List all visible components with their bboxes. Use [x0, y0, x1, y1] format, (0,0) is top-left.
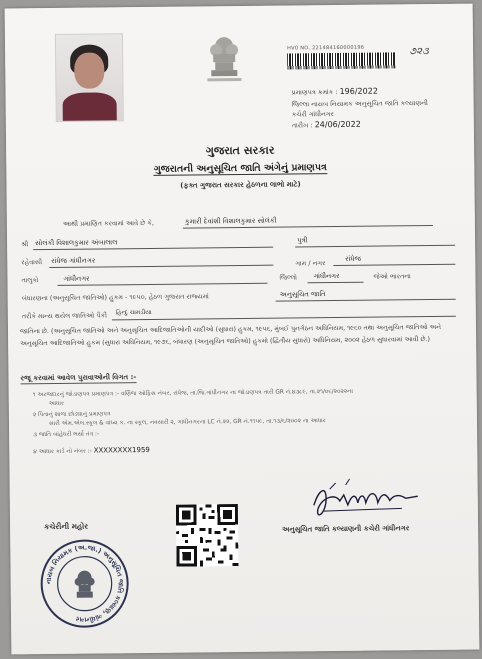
- aadhaar-number: XXXXXXXX1959: [93, 445, 150, 455]
- office-seal-stamp: [38, 537, 131, 630]
- caste: હિન્દુ ચામડીયા: [115, 308, 152, 317]
- document-item: આધાર: [48, 400, 65, 408]
- document-item: ૩ જાતિ બાંહેધરી ભર્યો તંત્ર :-: [33, 431, 100, 439]
- barcode-number: HV0 NO. 221484160000196: [287, 44, 365, 52]
- certificate-title: ગુજરાતની અનુસૂચિત જાતિ અંગેનું પ્રમાણપત્ર: [153, 162, 327, 175]
- document-item: ૪ આધાર કાર્ડ નો નંબર :- XXXXXXXX1959: [33, 445, 150, 456]
- relation: પુત્રી: [297, 236, 308, 245]
- constitution-text: બંધારણના (અનુસૂચિત જાતિઓ) હુકમ - ૧૯૫૦, હેઠળ ગુજરાત રાજ્યમાં: [21, 292, 209, 303]
- issuer-line-2: કચેરી ગાંધીનગર: [291, 110, 334, 119]
- government-title: ગુજરાત સરકાર: [205, 143, 275, 158]
- residence: રાંધેજ ગાંધીનગર: [51, 256, 96, 265]
- national-emblem-icon: [203, 28, 246, 86]
- serial-number: ૭૨૩: [409, 46, 429, 58]
- legal-paragraph: જાતિના છે. (અનુસૂચિત જાતિઓ અને અનુસૂચિત આદિજાતિઓની યાદીઓ (સુધારા) હુકમ, ૧૯૫૬, મુંબઈ પુનર્ગઠન અધિનિયમ, ૧૯૬૦ તથા અનુસૂચિત જાતિઓ અને અનુસૂચિત આદિજાતિઓ હુકમ (સુધારા અધિનિયમ, ૧૯૭૬, બંધારણ (અનુસૂચિત જાતિઓ) હુકમો (દ્વિતીય સુધારો) અધિનિયમ, ૨૦૦૨ હેઠળ સુધારવામાં આવી છે.): [19, 322, 442, 347]
- signatory-title: અનુસૂચિત જાતિ કલ્યાણની કચેરી ગાંધીનગર: [282, 524, 410, 534]
- applicant-name: કુમારી દેવાંશી વિશાલકુમાર સોલંકી: [184, 216, 277, 226]
- caste-label: તરીકે માન્ય થયેલ જાતિઓ પૈકી: [21, 311, 108, 321]
- district: ગાંધીનગર: [313, 271, 340, 281]
- barcode-bars: [287, 52, 395, 69]
- district-label: જિલ્લો: [279, 273, 298, 282]
- documents-title: રજૂ કરવામાં આવેલ પુરાવાઓની વિગત :-: [20, 373, 137, 383]
- village-label: ગામ / નગર: [295, 259, 326, 268]
- svg-text:નાયબ નિયામક (અ.જા.) અનુસૂચિત જ: નાયબ નિયામક (અ.જા.) અનુસૂચિત જાતિ કલ્યાણ, ગાંધીનગર: [44, 543, 125, 624]
- certificate-page: [5, 4, 480, 655]
- resident-label: રહેવાસી: [21, 258, 43, 267]
- applicant-photo: [55, 33, 124, 122]
- issuer-line-1: જિલ્લા નાયબ નિયામક અનુસૂચિત જાતિ કલ્યાણની: [291, 99, 428, 109]
- certificate-note: (ફક્ત ગુજરાત સરકાર હેઠળના લાભો માટે): [180, 180, 301, 190]
- issue-date: 24/06/2022: [314, 119, 361, 130]
- certificate-number-line: પ્રમાણપત્ર ક્રમાંક : 196/2022: [291, 86, 378, 97]
- village: રાંધેજ: [345, 254, 362, 263]
- father-name: સોલંકી વિશાલકુમાર અંબાલાલ: [35, 238, 118, 248]
- barcode: [287, 44, 395, 69]
- document-item: ૧ અરજદારનું જોડાણપત્ર પ્રમાણપત્ર :- વર્ણિજ ઓફિસ નંબર, રાંધેજ, તા.જિ.ગાંધીનગર ના જોડાણપત્ર તારી GR નં.૪૩૮૯, તા.૨૧/૦૬/૨૦૨૨ના: [32, 388, 354, 399]
- certify-text: આથી પ્રમાણિત કરવામાં આવે છે કે,: [62, 218, 154, 228]
- shri-label: શ્રી: [21, 240, 29, 249]
- certificate-number: 196/2022: [339, 86, 378, 96]
- date-line: તારીખ : 24/06/2022: [291, 119, 361, 130]
- taluka-label: તાલુકો: [21, 276, 39, 285]
- qr-code-icon: [176, 504, 239, 567]
- document-item: ૨ પિતાનું શાળા છોડ્યાનું પ્રમાણપત્ર: [32, 411, 111, 419]
- district-suffix: જેઓ ભારતના: [373, 272, 411, 281]
- office-seal-label: કચેરીની મહોર: [44, 521, 89, 532]
- document-item: સારી એમ.એલ.સ્કૂલ & વાંધ્ય ક. ના સ્કૂલ, નવસારી ૨, ગાંધીનગરના LC નં.૨૨, GR નં.૧૧૫૯, તા.૧૩/૬/૨૦૦૨ ના આધાર: [48, 418, 326, 428]
- category: અનુસૂચિત જાતિ: [279, 290, 326, 299]
- taluka: ગાંધીનગર: [63, 274, 90, 283]
